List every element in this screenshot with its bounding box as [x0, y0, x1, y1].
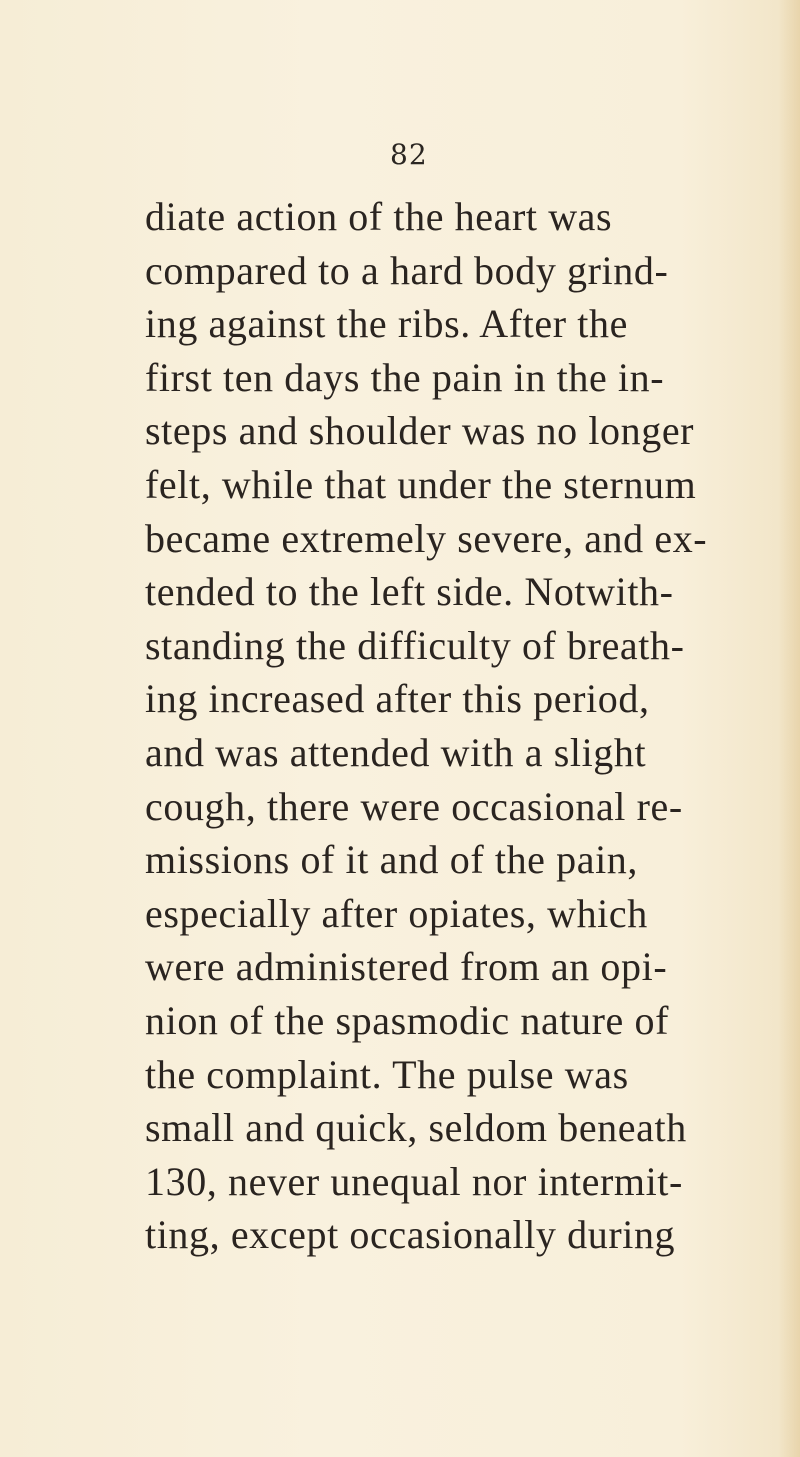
text-line: felt, while that under the sternum	[145, 461, 697, 507]
text-line: missions of it and of the pain,	[145, 837, 638, 883]
text-line: tended to the left side. Notwith-	[145, 569, 674, 615]
page-number: 82	[390, 138, 428, 171]
text-line: the complaint. The pulse was	[145, 1051, 629, 1097]
text-line: ing increased after this period,	[145, 676, 650, 722]
text-line: nion of the spasmodic nature of	[145, 997, 670, 1043]
text-line: were administered from an opi-	[145, 944, 668, 990]
text-line: became extremely severe, and ex-	[145, 515, 708, 561]
body-text	[145, 190, 708, 1262]
text-line: compared to a hard body grind-	[145, 247, 669, 293]
text-line: 130, never unequal nor intermit-	[145, 1158, 683, 1204]
text-line: ting, except occasionally during	[145, 1212, 676, 1258]
text-line: especially after opiates, which	[145, 890, 648, 936]
text-line: steps and shoulder was no longer	[145, 408, 695, 454]
text-line: standing the difficulty of breath-	[145, 622, 685, 668]
text-line: ing against the ribs. After the	[145, 301, 628, 347]
text-line: diate action of the heart was	[145, 194, 613, 239]
text-line: small and quick, seldom beneath	[145, 1105, 687, 1151]
text-line: cough, there were occasional re-	[145, 783, 683, 829]
text-line: and was attended with a slight	[145, 729, 647, 775]
page-edge-shadow	[778, 0, 800, 1457]
text-line: first ten days the pain in the in-	[145, 354, 665, 400]
